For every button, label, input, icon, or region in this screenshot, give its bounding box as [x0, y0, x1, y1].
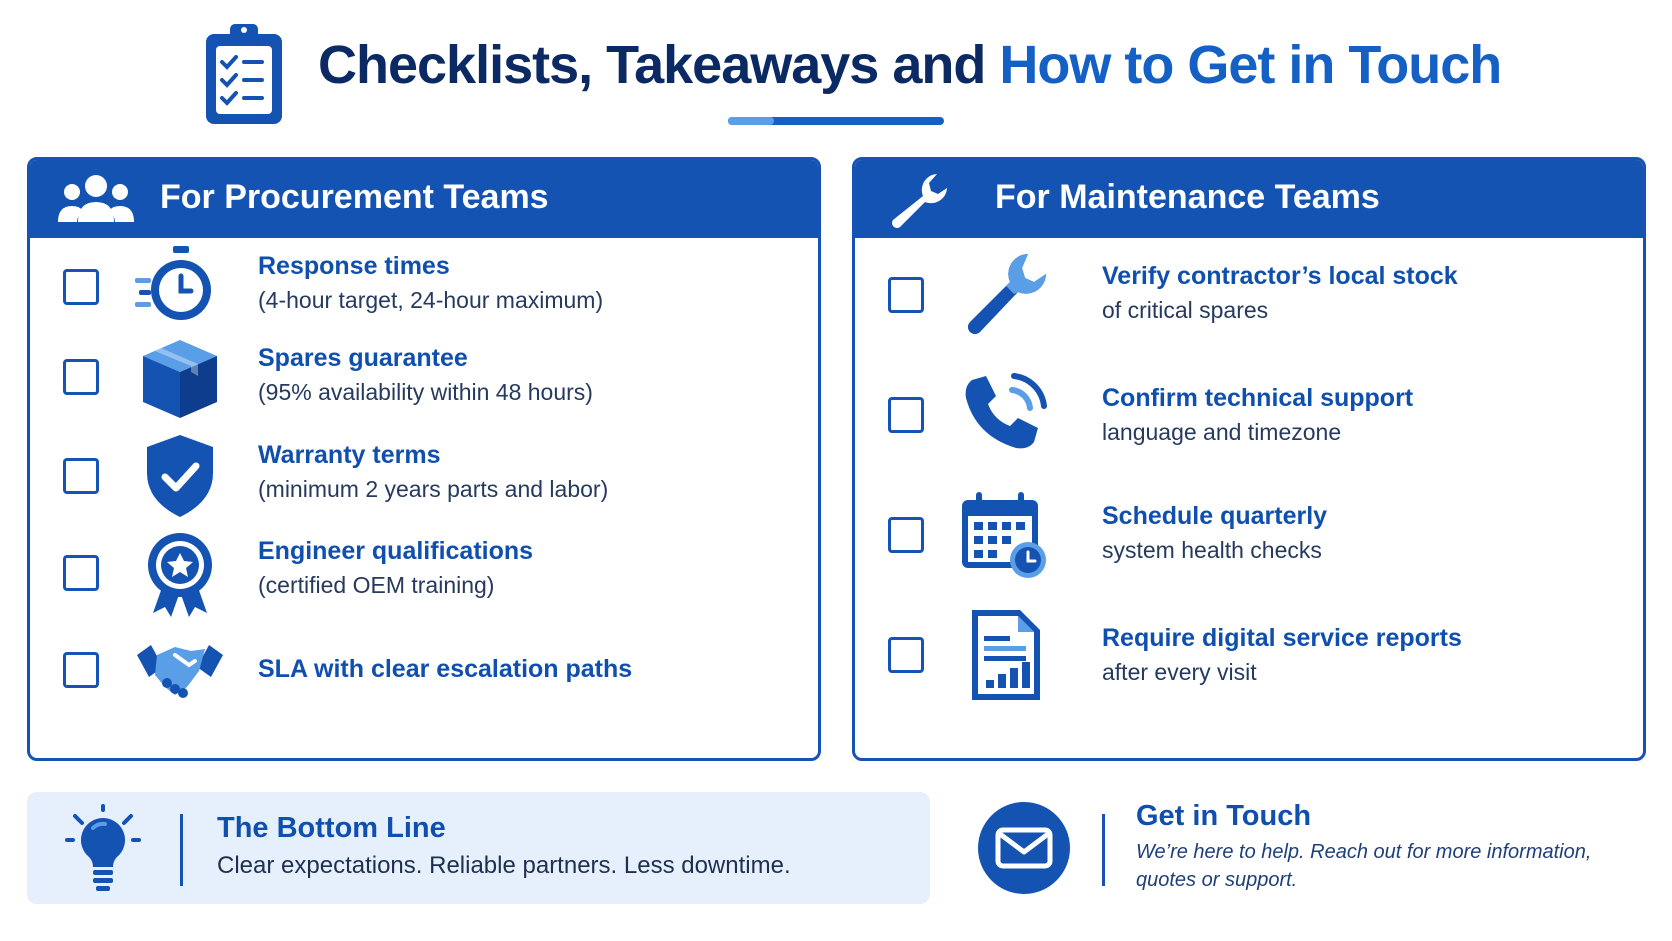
page-title — [318, 34, 1501, 96]
phone-icon — [960, 370, 1050, 460]
calendar-clock-icon — [960, 490, 1050, 580]
divider — [1102, 814, 1105, 886]
lightbulb-icon — [63, 804, 143, 892]
checklist-item-local-stock — [855, 250, 1643, 340]
contact-section — [976, 792, 1656, 912]
checkbox[interactable] — [63, 359, 99, 395]
checkbox[interactable] — [888, 277, 924, 313]
award-ribbon-icon — [135, 529, 225, 619]
checkbox[interactable] — [888, 517, 924, 553]
checkbox[interactable] — [63, 458, 99, 494]
bottom-line-title: The Bottom Line — [217, 812, 446, 844]
checklist-item-detail: (4-hour target, 24-hour maximum) — [258, 287, 604, 313]
box-icon — [135, 336, 225, 426]
handshake-icon — [135, 625, 225, 715]
checklist-item-title: Warranty terms — [258, 441, 441, 469]
checklist-item-title: Require digital service reports — [1102, 624, 1462, 652]
checklist-item-response-times — [30, 242, 818, 332]
procurement-panel-header — [30, 160, 818, 238]
checklist-item-detail: (95% availability within 48 hours) — [258, 379, 593, 405]
wrench-icon — [881, 170, 961, 228]
procurement-panel — [27, 157, 821, 761]
checklist-item-detail: of critical spares — [1102, 297, 1269, 323]
title-underline — [728, 117, 944, 125]
page-title-accent: How to Get in Touch — [999, 35, 1502, 95]
checklist-item-title: Response times — [258, 252, 450, 280]
checklist-item-engineer-qualifications — [30, 529, 818, 619]
checklist-item-health-checks — [855, 490, 1643, 580]
contact-text: We’re here to help. Reach out for more information, quotes or support. — [1136, 841, 1592, 891]
checklist-item-detail: language and timezone — [1102, 419, 1342, 445]
maintenance-panel-title: For Maintenance Teams — [995, 178, 1380, 216]
page-header — [0, 0, 1672, 140]
checklist-item-title: Schedule quarterly — [1102, 502, 1328, 530]
checklist-item-warranty-terms — [30, 431, 818, 521]
checklist-item-title: Verify contractor’s local stock — [1102, 262, 1458, 290]
maintenance-panel — [852, 157, 1646, 761]
checklist-item-technical-support — [855, 370, 1643, 460]
clipboard-checklist-icon — [200, 20, 288, 128]
report-document-icon — [960, 610, 1050, 700]
checkbox[interactable] — [63, 555, 99, 591]
procurement-panel-title: For Procurement Teams — [160, 178, 549, 216]
checklist-item-detail: after every visit — [1102, 659, 1257, 685]
checklist-item-title: Spares guarantee — [258, 344, 468, 372]
checklist-item-title: Engineer qualifications — [258, 537, 534, 565]
checklist-item-detail: (certified OEM training) — [258, 572, 495, 598]
checklist-item-sla — [30, 625, 818, 715]
envelope-icon[interactable] — [976, 800, 1072, 896]
divider — [180, 814, 183, 886]
shield-check-icon — [135, 431, 225, 521]
checklist-item-title: Confirm technical support — [1102, 384, 1414, 412]
bottom-line-box — [27, 792, 930, 904]
checklist-item-spares-guarantee — [30, 336, 818, 426]
stopwatch-icon — [135, 242, 225, 332]
bottom-line-text: Clear expectations. Reliable partners. Less downtime. — [217, 852, 791, 879]
wrench-icon — [960, 250, 1050, 340]
checkbox[interactable] — [888, 637, 924, 673]
checklist-item-service-reports — [855, 610, 1643, 700]
maintenance-panel-header — [855, 160, 1643, 238]
checkbox[interactable] — [888, 397, 924, 433]
checklist-item-title: SLA with clear escalation paths — [258, 655, 633, 683]
team-group-icon — [56, 170, 136, 228]
checklist-item-detail: (minimum 2 years parts and labor) — [258, 476, 609, 502]
contact-title: Get in Touch — [1136, 800, 1312, 832]
checkbox[interactable] — [63, 269, 99, 305]
checkbox[interactable] — [63, 652, 99, 688]
checklist-item-detail: system health checks — [1102, 537, 1322, 563]
page-title-main: Checklists, Takeaways and — [318, 35, 1000, 95]
